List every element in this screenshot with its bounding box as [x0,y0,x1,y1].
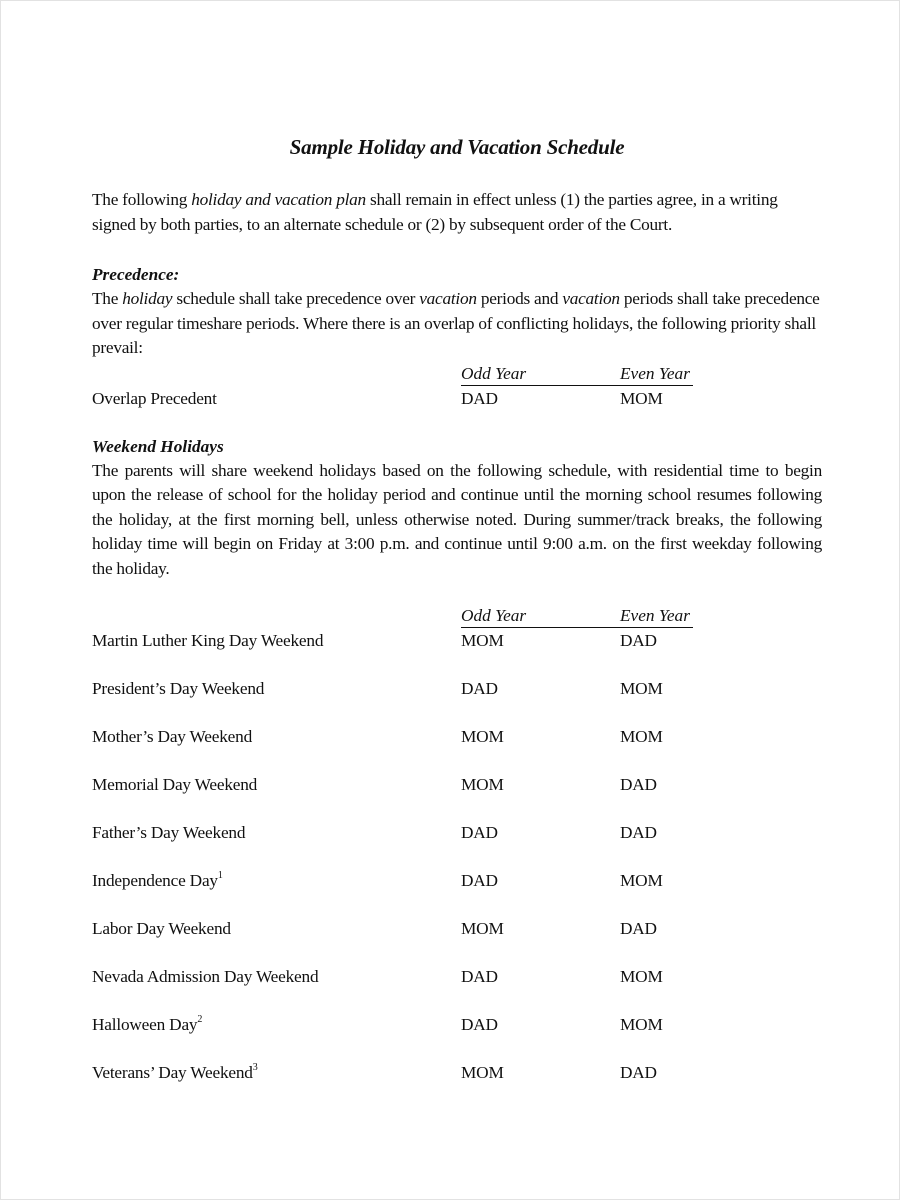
odd-year-value: DAD [461,871,498,890]
table-row [92,869,822,893]
precedence-text-vacation-2: vacation [562,289,620,308]
table-row [92,725,822,749]
odd-year-value: DAD [461,679,498,698]
holiday-label: Martin Luther King Day Weekend [92,631,324,650]
intro-text-2: shall remain in effect unless (1) the parties agree, in a writing signed by both parties, to an alternate schedule or (2) by subsequent order of the Court. [92,190,778,234]
document-title: Sample Holiday and Vacation Schedule [289,135,625,159]
holiday-label: Labor Day Weekend [92,919,231,938]
odd-year-header: Odd Year [461,605,621,628]
table-row [92,1061,822,1085]
intro-text-1: The following [92,190,192,209]
precedence-text-3: periods and [476,289,563,308]
precedence-text-4: periods shall take precedence over regular timeshare periods. Where there is an overlap of conflicting holidays, the following priority shall prevail: [92,289,820,357]
document-content [92,135,822,1085]
holiday-label: Nevada Admission Day Weekend [92,967,319,986]
even-year-value: MOM [620,388,663,408]
holiday-table [92,629,822,1085]
odd-year-value: DAD [461,1015,498,1034]
odd-year-value: MOM [461,727,504,746]
precedence-section [92,263,822,411]
even-year-value: DAD [620,631,657,650]
holiday-label: Veterans’ Day Weekend$^3$ [92,1062,258,1082]
even-year-value: MOM [620,967,663,986]
overlap-precedent-row [92,387,822,411]
precedence-text-holiday: holiday [122,289,173,308]
even-year-value: DAD [620,823,657,842]
table-row [92,773,822,797]
table-row [92,917,822,941]
odd-year-value: DAD [461,967,498,986]
precedence-year-header [92,363,822,387]
precedence-text-1: The [92,289,123,308]
weekend-holidays-section [92,435,822,1086]
intro-paragraph [92,188,822,237]
holiday-year-header [92,605,822,629]
row-label: Overlap Precedent [92,388,217,408]
precedence-text-vacation-1: vacation [419,289,477,308]
odd-year-value: MOM [461,775,504,794]
table-row [92,677,822,701]
precedence-heading: Precedence: [92,265,180,284]
odd-year-value: MOM [461,1063,504,1082]
holiday-label: Memorial Day Weekend [92,775,258,794]
weekend-holidays-heading: Weekend Holidays [92,436,224,456]
table-row [92,629,822,653]
even-year-value: MOM [620,1015,663,1034]
odd-year-header: Odd Year [461,363,621,386]
holiday-label: Halloween Day$^2$ [92,1014,203,1034]
precedence-paragraph [92,287,822,361]
even-year-header: Even Year [620,605,693,628]
intro-text-italic: holiday and vacation plan [191,190,366,209]
odd-year-value: DAD [461,388,498,408]
table-row [92,1013,822,1037]
holiday-label: Mother’s Day Weekend [92,727,253,746]
odd-year-value: MOM [461,919,504,938]
holiday-label: Independence Day$^1$ [92,870,223,890]
even-year-value: MOM [620,727,663,746]
even-year-header: Even Year [620,363,693,386]
holiday-label: President’s Day Weekend [92,679,265,698]
even-year-value: DAD [620,775,657,794]
precedence-text-2: schedule shall take precedence over [172,289,420,308]
even-year-value: DAD [620,919,657,938]
even-year-value: MOM [620,871,663,890]
table-row [92,965,822,989]
even-year-value: DAD [620,1063,657,1082]
even-year-value: MOM [620,679,663,698]
holiday-label: Father’s Day Weekend [92,823,246,842]
odd-year-value: DAD [461,823,498,842]
odd-year-value: MOM [461,631,504,650]
table-row [92,821,822,845]
weekend-holidays-paragraph: The parents will share weekend holidays based on the following schedule, with residential time to begin upon the release of school for the holiday period and continue until the morning school resumes following the holiday, at the first morning bell, unless otherwise noted. During summer/track breaks, the following holiday time will begin on Friday at 3:00 p.m. and continue until 9:00 a.m. on the first weekday following the holiday. [92,460,822,578]
